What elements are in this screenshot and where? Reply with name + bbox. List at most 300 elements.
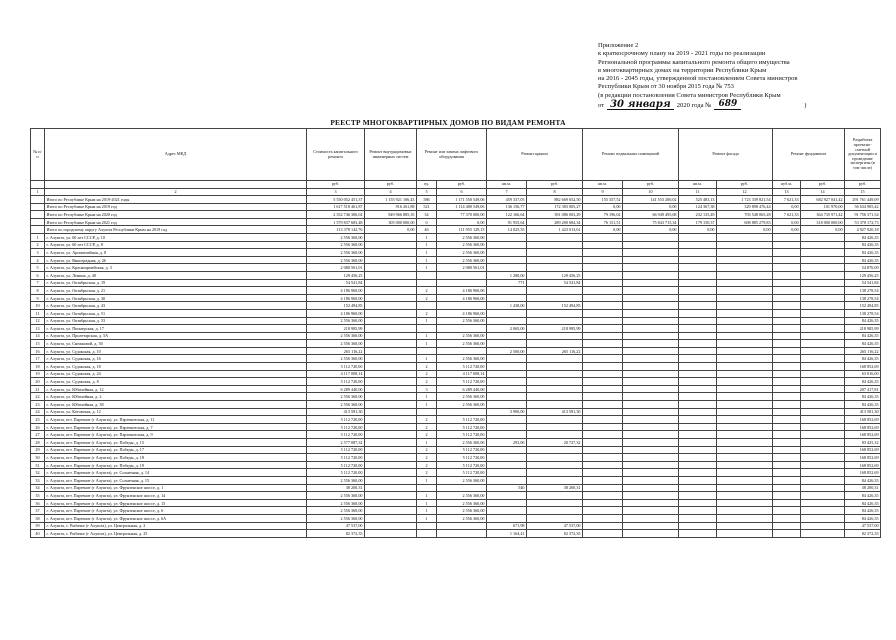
value-cell: [487, 355, 527, 363]
value-cell: [527, 233, 583, 241]
value-cell: [773, 507, 801, 515]
value-cell: [527, 469, 583, 477]
row-number-cell: 35: [31, 492, 45, 500]
appendix-title: Приложение 2: [598, 42, 639, 49]
value-cell: 2 556 360,00: [437, 332, 487, 340]
value-cell: [801, 401, 845, 409]
value-cell: 138 278,54: [845, 294, 881, 302]
value-cell: 0: [417, 218, 437, 226]
value-cell: 2 500,00: [487, 347, 527, 355]
value-cell: [679, 446, 717, 454]
column-number-cell: 7: [487, 189, 527, 196]
value-cell: [717, 256, 773, 264]
row-number-cell: 17: [31, 355, 45, 363]
value-cell: 2 556 360,00: [307, 514, 365, 522]
value-cell: [801, 233, 845, 241]
address-cell: г. Алушта, пгт. Партенит (г Алушта), ул. Солнечная, д. 15: [45, 476, 307, 484]
value-cell: [365, 309, 417, 317]
value-cell: [527, 309, 583, 317]
value-cell: [773, 302, 801, 310]
value-cell: [417, 302, 437, 310]
value-cell: [365, 393, 417, 401]
value-cell: [527, 249, 583, 257]
value-cell: [773, 461, 801, 469]
value-cell: 84 426,35: [845, 476, 881, 484]
value-cell: [487, 423, 527, 431]
address-cell: г. Алушта, пгт. Партенит (г Алушта), ул. Победы, д. 18: [45, 454, 307, 462]
address-cell: г. Алушта, пгт. Партенит (г Алушта), ул. Партенитская, д. 11: [45, 416, 307, 424]
unit-cell: руб.: [365, 181, 417, 189]
value-cell: 2: [417, 370, 437, 378]
value-cell: [623, 423, 679, 431]
value-cell: [365, 233, 417, 241]
row-number-cell: 29: [31, 446, 45, 454]
value-cell: 0,00: [679, 226, 717, 234]
value-cell: [365, 271, 417, 279]
value-cell: 82 372,35: [527, 530, 583, 538]
value-cell: 20 727,32: [527, 439, 583, 447]
value-cell: 5 112 720,00: [307, 431, 365, 439]
address-cell: Итого по Республике Крым на 2019-2021 годы: [45, 196, 307, 204]
value-cell: [527, 287, 583, 295]
value-cell: [773, 325, 801, 333]
value-cell: [527, 492, 583, 500]
sig-prefix: от: [598, 101, 605, 109]
value-cell: [623, 476, 679, 484]
row-number-cell: 4: [31, 256, 45, 264]
value-cell: [623, 294, 679, 302]
handwritten-number: 689: [714, 100, 741, 110]
value-cell: 111 955 129,15: [437, 226, 487, 234]
value-cell: 2: [417, 416, 437, 424]
value-cell: 305 000 000,00: [365, 218, 417, 226]
value-cell: [365, 287, 417, 295]
value-cell: [365, 499, 417, 507]
value-cell: [487, 264, 527, 272]
value-cell: [679, 522, 717, 530]
table-row: [31, 378, 881, 386]
value-cell: 0,00: [773, 203, 801, 211]
row-number-cell: 9: [31, 294, 45, 302]
value-cell: 82 372,35: [307, 530, 365, 538]
table-row: [31, 484, 881, 492]
value-cell: [717, 264, 773, 272]
unit-cell: руб.: [437, 181, 487, 189]
value-cell: [679, 332, 717, 340]
table-row: [31, 393, 881, 401]
value-cell: 84 426,35: [845, 499, 881, 507]
value-cell: 882 669 652,50: [527, 196, 583, 204]
value-cell: [583, 408, 623, 416]
value-cell: [437, 347, 487, 355]
value-cell: [583, 355, 623, 363]
table-row: [31, 309, 881, 317]
address-cell: г. Алушта, ул. Судакская, д. 18: [45, 363, 307, 371]
value-cell: [487, 461, 527, 469]
value-cell: 84 426,35: [845, 241, 881, 249]
table-row: [31, 446, 881, 454]
value-cell: 521: [417, 203, 437, 211]
value-cell: [365, 530, 417, 538]
unit-cell: руб.: [717, 181, 773, 189]
value-cell: 289 200 684,34: [527, 218, 583, 226]
value-cell: [801, 385, 845, 393]
value-cell: 2 556 360,00: [307, 340, 365, 348]
value-cell: 2 352 746 306,02: [307, 211, 365, 219]
value-cell: [365, 332, 417, 340]
address-cell: г. Алушта, пгт. Партенит (г Алушта), ул. Фрунзенское шоссе, д. 1: [45, 484, 307, 492]
units-row: [31, 181, 881, 189]
value-cell: 136 156,77: [487, 203, 527, 211]
address-cell: г. Алушта, ул. Октябрьская, д. 30: [45, 294, 307, 302]
value-cell: [417, 279, 437, 287]
value-cell: 4 117 008,14: [307, 370, 365, 378]
table-row: [31, 370, 881, 378]
address-cell: г. Алушта, с. Рыбачье (г Алушта), ул. Центральная, д. 25: [45, 530, 307, 538]
value-cell: [365, 264, 417, 272]
value-cell: 2 556 360,00: [307, 256, 365, 264]
value-cell: [679, 363, 717, 371]
value-cell: [623, 302, 679, 310]
value-cell: [583, 340, 623, 348]
value-cell: 2: [417, 461, 437, 469]
value-cell: 2 556 360,00: [437, 355, 487, 363]
table-row: [31, 476, 881, 484]
value-cell: 38 200,31: [527, 484, 583, 492]
value-cell: [583, 378, 623, 386]
value-cell: 83 425,32: [845, 439, 881, 447]
value-cell: 124 367,38: [679, 203, 717, 211]
value-cell: [679, 469, 717, 477]
value-cell: [801, 249, 845, 257]
value-cell: [801, 347, 845, 355]
value-cell: [773, 233, 801, 241]
value-cell: 2 556 360,00: [307, 249, 365, 257]
value-cell: [773, 332, 801, 340]
value-cell: [679, 416, 717, 424]
value-cell: [527, 317, 583, 325]
value-cell: [679, 507, 717, 515]
value-cell: [679, 249, 717, 257]
table-row: [31, 256, 881, 264]
value-cell: [801, 492, 845, 500]
value-cell: [801, 484, 845, 492]
value-cell: [623, 431, 679, 439]
value-cell: [527, 416, 583, 424]
address-cell: г. Алушта, с. Рыбачье (г Алушта), ул. Центральная, д. 2: [45, 522, 307, 530]
table-row: [31, 241, 881, 249]
value-cell: [801, 439, 845, 447]
value-cell: 540: [487, 484, 527, 492]
value-cell: [717, 408, 773, 416]
value-cell: [417, 408, 437, 416]
value-cell: [583, 317, 623, 325]
value-cell: 79 196,02: [583, 211, 623, 219]
column-numbers-row: [31, 189, 881, 196]
value-cell: [365, 256, 417, 264]
value-cell: 291 761 449,09: [845, 196, 881, 204]
value-cell: [527, 401, 583, 409]
row-number-cell: 40: [31, 530, 45, 538]
appendix-line: в многоквартирных домах на территории Республики Крым: [598, 66, 767, 74]
table-row: [31, 423, 881, 431]
value-cell: [487, 416, 527, 424]
value-cell: [717, 439, 773, 447]
value-cell: [801, 241, 845, 249]
table-row: [31, 363, 881, 371]
value-cell: [623, 385, 679, 393]
total-row: [31, 226, 881, 234]
value-cell: 218 985,99: [845, 325, 881, 333]
value-cell: [487, 401, 527, 409]
value-cell: 2 556 360,00: [437, 401, 487, 409]
value-cell: 155 357,52: [583, 196, 623, 204]
value-cell: 608 885 279,83: [717, 218, 773, 226]
value-cell: 1 155 921 106,43: [365, 196, 417, 204]
unit-cell: руб.: [801, 181, 845, 189]
unit-cell: кв.м.: [679, 181, 717, 189]
value-cell: [365, 469, 417, 477]
row-number-cell: 31: [31, 461, 45, 469]
value-cell: 84 426,35: [845, 256, 881, 264]
value-cell: [679, 309, 717, 317]
address-cell: г. Алушта, ул. Ароматизйная, д. 8: [45, 249, 307, 257]
header-basement: Ремонт подвальных помещений: [583, 129, 679, 181]
value-cell: [365, 476, 417, 484]
value-cell: [365, 355, 417, 363]
value-cell: [717, 530, 773, 538]
row-number-cell: 32: [31, 469, 45, 477]
value-cell: [487, 363, 527, 371]
address-cell: Итого по Республике Крым на 2021 год: [45, 218, 307, 226]
value-cell: [583, 256, 623, 264]
value-cell: [487, 340, 527, 348]
value-cell: 47 537,00: [845, 522, 881, 530]
value-cell: 5 112 720,00: [437, 469, 487, 477]
value-cell: [717, 340, 773, 348]
value-cell: 168 852,69: [845, 431, 881, 439]
value-cell: [623, 256, 679, 264]
row-number-cell: 15: [31, 340, 45, 348]
value-cell: [583, 287, 623, 295]
value-cell: [623, 393, 679, 401]
address-cell: г. Алушта, ул. Юбилейная, д. 12: [45, 385, 307, 393]
row-number-cell: 21: [31, 385, 45, 393]
value-cell: 5 112 720,00: [437, 454, 487, 462]
value-cell: 2 556 360,00: [437, 340, 487, 348]
value-cell: 1: [417, 241, 437, 249]
value-cell: [527, 454, 583, 462]
value-cell: [527, 355, 583, 363]
value-cell: 5 112 720,00: [437, 363, 487, 371]
value-cell: 293,00: [487, 439, 527, 447]
address-cell: г. Алушта, ул. Виноградная, д. 26: [45, 256, 307, 264]
value-cell: [487, 370, 527, 378]
unit-cell: [31, 181, 45, 189]
value-cell: [717, 325, 773, 333]
value-cell: [773, 363, 801, 371]
value-cell: [679, 492, 717, 500]
value-cell: 0,00: [717, 226, 773, 234]
value-cell: 5 112 720,00: [307, 446, 365, 454]
value-cell: [623, 317, 679, 325]
row-number-cell: 13: [31, 325, 45, 333]
value-cell: [773, 514, 801, 522]
value-cell: [583, 522, 623, 530]
value-cell: 1: [417, 514, 437, 522]
appendix-line: Региональной программы капитального ремонта общего имущества: [598, 58, 790, 66]
value-cell: [527, 423, 583, 431]
value-cell: [679, 241, 717, 249]
resolution-signature-line: [598, 100, 888, 110]
value-cell: [773, 355, 801, 363]
value-cell: 0,00: [623, 203, 679, 211]
value-cell: 84 426,35: [845, 317, 881, 325]
value-cell: 129 456,25: [527, 271, 583, 279]
address-cell: г. Алушта, ул. Судакская, д. 16: [45, 355, 307, 363]
address-cell: г. Алушта, ул. Котовская, д. 12: [45, 408, 307, 416]
value-cell: 168 852,69: [845, 423, 881, 431]
value-cell: [773, 408, 801, 416]
value-cell: [527, 264, 583, 272]
value-cell: [679, 256, 717, 264]
value-cell: [623, 264, 679, 272]
value-cell: [679, 514, 717, 522]
value-cell: 4 186 960,00: [307, 294, 365, 302]
value-cell: [583, 469, 623, 477]
value-cell: [365, 431, 417, 439]
value-cell: [773, 241, 801, 249]
value-cell: [365, 302, 417, 310]
value-cell: [679, 530, 717, 538]
value-cell: [437, 522, 487, 530]
row-number-cell: 27: [31, 431, 45, 439]
unit-cell: куб.м.: [773, 181, 801, 189]
value-cell: [801, 355, 845, 363]
address-cell: г. Алушта, ул. Юбилейная, д. 38: [45, 401, 307, 409]
value-cell: [801, 423, 845, 431]
value-cell: 682 927 041,42: [801, 196, 845, 204]
value-cell: [487, 492, 527, 500]
value-cell: 84 426,35: [845, 249, 881, 257]
table-row: [31, 439, 881, 447]
value-cell: 1 164,41: [487, 530, 527, 538]
value-cell: 2: [417, 294, 437, 302]
value-cell: 179 150,37: [679, 218, 717, 226]
value-cell: [527, 446, 583, 454]
row-number-cell: 38: [31, 514, 45, 522]
sig-end: ): [804, 101, 807, 109]
header-num: № п/п: [31, 129, 45, 181]
value-cell: [583, 241, 623, 249]
column-number-cell: 4: [365, 189, 417, 196]
value-cell: [801, 264, 845, 272]
value-cell: 849 966 885,35: [365, 211, 417, 219]
value-cell: [801, 302, 845, 310]
value-cell: [417, 347, 437, 355]
value-cell: [717, 287, 773, 295]
value-cell: [801, 530, 845, 538]
value-cell: [717, 363, 773, 371]
value-cell: [801, 271, 845, 279]
value-cell: 38 200,31: [307, 484, 365, 492]
value-cell: [773, 370, 801, 378]
table-row: [31, 408, 881, 416]
value-cell: [437, 408, 487, 416]
value-cell: 54 541,84: [527, 279, 583, 287]
value-cell: 129 456,25: [307, 271, 365, 279]
value-cell: 2 065,00: [487, 325, 527, 333]
value-cell: 2: [417, 378, 437, 386]
value-cell: 54 876,00: [845, 264, 881, 272]
value-cell: [583, 233, 623, 241]
value-cell: 46: [417, 226, 437, 234]
value-cell: [623, 271, 679, 279]
value-cell: 84 426,35: [845, 332, 881, 340]
value-cell: [487, 287, 527, 295]
value-cell: [773, 476, 801, 484]
value-cell: 2 556 360,00: [307, 476, 365, 484]
value-cell: [801, 514, 845, 522]
value-cell: [679, 279, 717, 287]
value-cell: 82 372,35: [845, 530, 881, 538]
value-cell: 2: [417, 363, 437, 371]
value-cell: [801, 522, 845, 530]
value-cell: [487, 294, 527, 302]
value-cell: [487, 514, 527, 522]
value-cell: 4 117 008,14: [437, 370, 487, 378]
table-row: [31, 233, 881, 241]
appendix-line: Республики Крым от 30 ноября 2015 года № 753: [598, 83, 734, 91]
address-cell: Итого по Республике Крым на 2019 год: [45, 203, 307, 211]
value-cell: [583, 363, 623, 371]
value-cell: [773, 439, 801, 447]
value-cell: 2: [417, 446, 437, 454]
value-cell: [417, 271, 437, 279]
row-number-cell: 26: [31, 423, 45, 431]
value-cell: [717, 446, 773, 454]
value-cell: [679, 476, 717, 484]
value-cell: 1: [417, 401, 437, 409]
value-cell: 91 955,64: [487, 218, 527, 226]
column-number-cell: 14: [801, 189, 845, 196]
value-cell: 0,00: [365, 226, 417, 234]
value-cell: 1: [417, 233, 437, 241]
table-row: [31, 401, 881, 409]
value-cell: [527, 431, 583, 439]
value-cell: 0,00: [623, 226, 679, 234]
table-row: [31, 469, 881, 477]
column-number-cell: 10: [623, 189, 679, 196]
value-cell: [417, 325, 437, 333]
value-cell: 2 556 360,00: [307, 233, 365, 241]
value-cell: [717, 431, 773, 439]
table-row: [31, 499, 881, 507]
value-cell: 4 186 960,00: [437, 287, 487, 295]
table-row: [31, 294, 881, 302]
value-cell: [487, 317, 527, 325]
value-cell: [717, 271, 773, 279]
value-cell: [717, 484, 773, 492]
value-cell: [623, 378, 679, 386]
value-cell: [679, 340, 717, 348]
value-cell: [487, 476, 527, 484]
value-cell: 129 456,25: [845, 271, 881, 279]
value-cell: [717, 401, 773, 409]
row-number-cell: 37: [31, 507, 45, 515]
value-cell: 54 541,84: [845, 279, 881, 287]
table-row: [31, 325, 881, 333]
